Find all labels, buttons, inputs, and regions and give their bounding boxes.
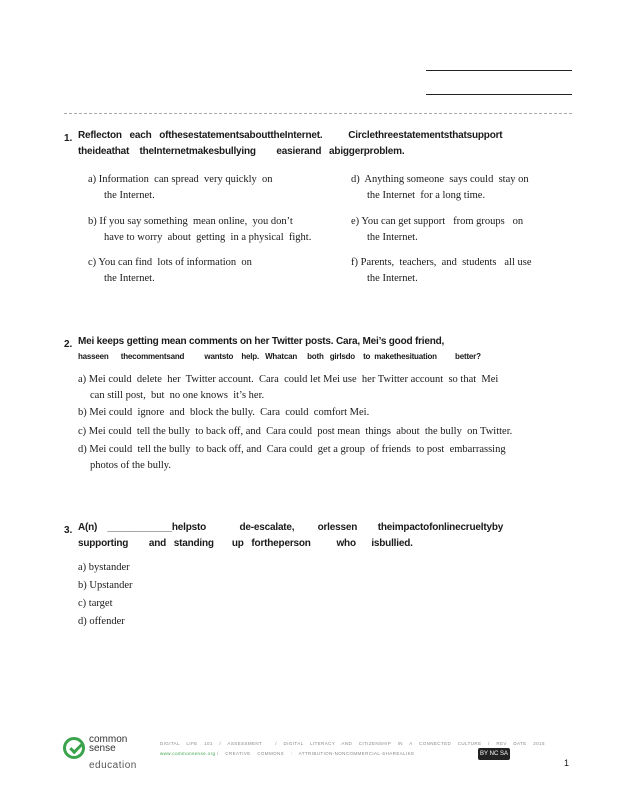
question-3-stem: A(n) ____________helpsto de-escalate, orlessen theimpactofonlinecrueltyby supporting and standing up fortheperson who isbullied. [78,522,504,549]
q2-option-b[interactable]: b) Mei could ignore and block the bully. Cara could comfort Mei. [78,407,370,418]
section-divider [64,113,572,114]
question-2-number: 2. [64,339,73,350]
common-sense-logo: common sense education [63,736,153,768]
footer-license: www.commonsense.org / CREATIVE COMMONS : ATTRIBUTION-NONCOMMERCIAL-SHAREALIKE [160,751,415,756]
name-line [426,70,572,71]
footer-course-info: DIGITAL LIFE 101 / ASSESSMENT / DIGITAL LITERACY AND CITIZENSHIP IN A CONNECTED CULTURE / REV DATE 2015 [160,741,545,746]
q1-option-b[interactable]: b) If you say something mean online, you don’t have to worry about getting in a physical fight. [88,216,312,243]
question-1-number: 1. [64,133,73,144]
footer-url-link[interactable]: www.commonsense.org [160,751,216,756]
q2-option-d[interactable]: d) Mei could tell the bully to back off, and Cara could get a group of friends to post embarrassing photos of the bully. [78,444,506,471]
q1-option-a[interactable]: a) Information can spread very quickly on the Internet. [88,174,273,201]
q2-option-a[interactable]: a) Mei could delete her Twitter account. Cara could let Mei use her Twitter account so that Mei can still post, but no one knows it’s her. [78,374,499,401]
question-1-stem: Reflecton each ofthesestatementsabouttheInternet. Circlethreestatementsthatsupport theideathat theInternetmakesbullying easierand abiggerproblem. [78,130,503,157]
q3-option-c[interactable]: c) target [78,598,113,609]
q3-option-a[interactable]: a) bystander [78,562,130,573]
page-number: 1 [564,758,570,768]
creative-commons-badge-icon: BY NC SA [478,748,510,760]
q3-option-d[interactable]: d) offender [78,616,125,627]
q1-option-f[interactable]: f) Parents, teachers, and students all use the Internet. [351,257,532,284]
q3-option-b[interactable]: b) Upstander [78,580,133,591]
question-2-stem: Mei keeps getting mean comments on her Twitter posts. Cara, Mei’s good friend, hasseen thecommentsand wantsto help. Whatcan both girlsdo to makethesituation better? [78,336,481,361]
q2-option-c[interactable]: c) Mei could tell the bully to back off, and Cara could post mean things about the bully on Twitter. [78,426,513,437]
q1-option-e[interactable]: e) You can get support from groups on the Internet. [351,216,524,243]
date-line [426,94,572,95]
question-3-number: 3. [64,525,73,536]
q1-option-d[interactable]: d) Anything someone says could stay on the Internet for a long time. [351,174,529,201]
checkmark-circle-icon [63,737,85,759]
q1-option-c[interactable]: c) You can find lots of information on the Internet. [88,257,252,284]
